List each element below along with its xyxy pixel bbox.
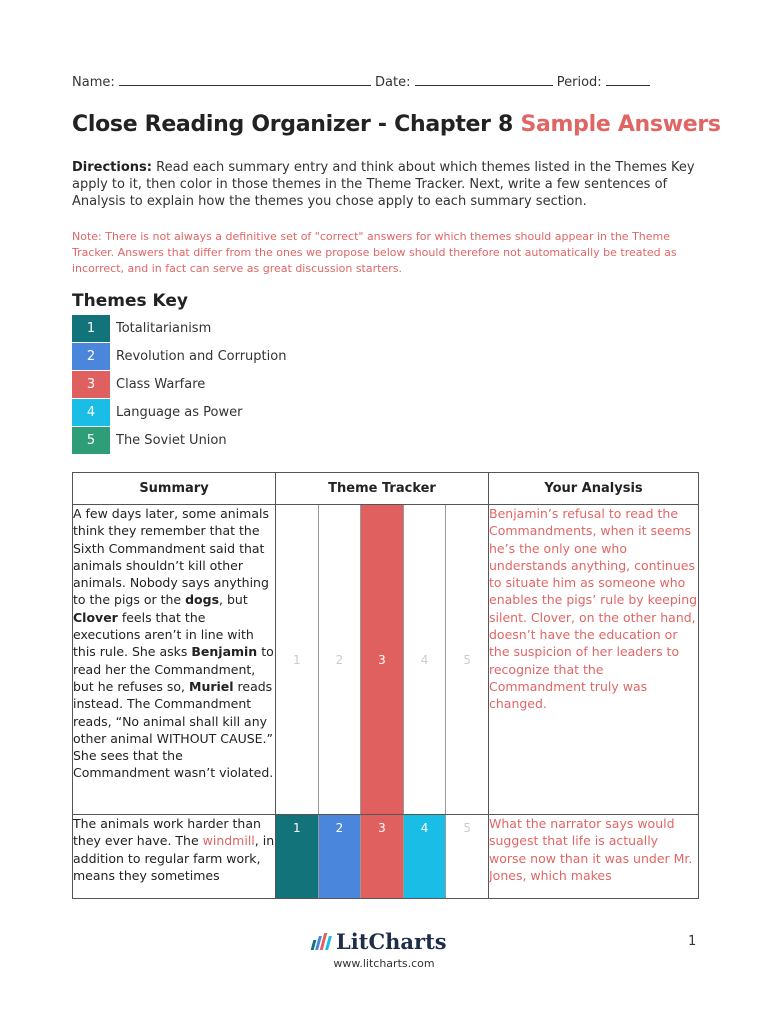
tracker-theme-2[interactable]: 2 [318, 815, 361, 898]
date-field[interactable] [415, 73, 553, 86]
summary-text: , but [219, 592, 248, 608]
logo-bar [325, 936, 332, 950]
litcharts-logo[interactable] [312, 929, 447, 954]
summary-text: The animals work harder than they ever have. The [73, 816, 261, 849]
theme-label: Language as Power [116, 404, 243, 420]
logo-bars-icon [312, 933, 332, 950]
analysis-cell: What the narrator says would suggest that life is actually worse now than it was under Mr. Jones, which makes [489, 815, 699, 899]
tracker-theme-1[interactable]: 1 [276, 815, 318, 898]
table-row [73, 505, 699, 815]
summary-text: reads instead. The Commandment reads, “No animal shall kill any other animal WITHOUT CAUSE.” She sees that the Commandment wasn’t violated. [73, 678, 274, 781]
summary-cell [73, 815, 276, 899]
theme-tracker-table [72, 472, 699, 899]
title-sample-answers: Sample Answers [520, 112, 721, 137]
brand-name: LitCharts [336, 929, 447, 954]
summary-cell [73, 505, 276, 815]
theme-label: Revolution and Corruption [116, 348, 287, 364]
page-number: 1 [688, 934, 697, 949]
directions-text: Read each summary entry and think about which themes listed in the Themes Key apply to it, then color in those themes in the Theme Tracker. Next, write a few sentences of Analysis to explain how the themes you chose apply to each summary section. [72, 160, 695, 209]
table-header-row [73, 473, 699, 505]
theme-tracker-cell [276, 815, 489, 899]
theme-key-item [72, 342, 286, 370]
theme-key-item [72, 314, 211, 342]
table-row [73, 815, 699, 899]
theme-label: Class Warfare [116, 376, 206, 392]
analysis-cell: Benjamin’s refusal to read the Commandments, when it seems he’s the only one who understands anything, continues to situate him as someone who enables the pigs’ rule by keeping silent. Clover, on the other hand, doesn’t have the education or the suspicion of her leaders to recognize that the Commandment truly was changed. [489, 505, 699, 815]
page-title [72, 112, 721, 137]
theme-number-badge: 4 [72, 399, 110, 426]
period-label: Period: [556, 75, 602, 90]
theme-number-badge: 2 [72, 343, 110, 370]
tracker-theme-2[interactable]: 2 [318, 505, 361, 814]
tracker-header: Theme Tracker [276, 473, 489, 505]
tracker-theme-3[interactable]: 3 [360, 815, 403, 898]
summary-text: , in addition to regular farm work, means they sometimes [73, 833, 275, 883]
summary-text: to read her the Commandment, but he refuses so, [73, 644, 274, 694]
directions [72, 159, 700, 210]
theme-key-item [72, 370, 205, 398]
tracker-theme-1[interactable]: 1 [292, 652, 301, 667]
character-name: Benjamin [191, 644, 258, 660]
summary-text: feels that the executions aren’t in line with this rule. She asks [73, 609, 254, 660]
title-main: Close Reading Organizer - Chapter 8 [72, 112, 514, 137]
period-field[interactable] [606, 73, 650, 86]
tracker-theme-3[interactable]: 3 [360, 505, 403, 814]
theme-number-badge: 5 [72, 427, 110, 454]
theme-key-item [72, 426, 227, 454]
character-name: dogs [185, 592, 220, 608]
tracker-theme-4[interactable]: 4 [403, 505, 446, 814]
theme-number-badge: 1 [72, 315, 110, 342]
tracker-theme-5[interactable]: 5 [445, 505, 488, 814]
windmill-link[interactable]: windmill [202, 833, 255, 849]
directions-label: Directions: [72, 160, 152, 175]
note: Note: There is not always a definitive set of "correct" answers for which themes should appear in the Theme Tracker. Answers that differ from the ones we propose below should therefore not automatically be treated as incorrect, and in fact can serve as great discussion starters. [72, 230, 677, 275]
date-label: Date: [375, 75, 411, 90]
theme-tracker-cell [276, 505, 489, 815]
analysis-header: Your Analysis [489, 473, 699, 505]
summary-header: Summary [73, 473, 276, 505]
theme-key-item [72, 398, 242, 426]
character-name: Clover [73, 609, 118, 625]
footer-url[interactable]: www.litcharts.com [333, 957, 435, 970]
theme-label: The Soviet Union [116, 432, 227, 448]
theme-label: Totalitarianism [116, 320, 212, 336]
name-label: Name: [72, 75, 115, 90]
name-field[interactable] [119, 73, 371, 86]
theme-number-badge: 3 [72, 371, 110, 398]
tracker-theme-4[interactable]: 4 [403, 815, 446, 898]
themes-key-heading: Themes Key [72, 291, 188, 311]
summary-text: A few days later, some animals think they remember that the Sixth Commandment said that animals shouldn’t kill other animals. Nobody says anything to the pigs or the [73, 506, 269, 608]
header-fields [72, 73, 702, 90]
tracker-theme-5[interactable]: 5 [445, 815, 488, 898]
character-name: Muriel [189, 678, 234, 694]
